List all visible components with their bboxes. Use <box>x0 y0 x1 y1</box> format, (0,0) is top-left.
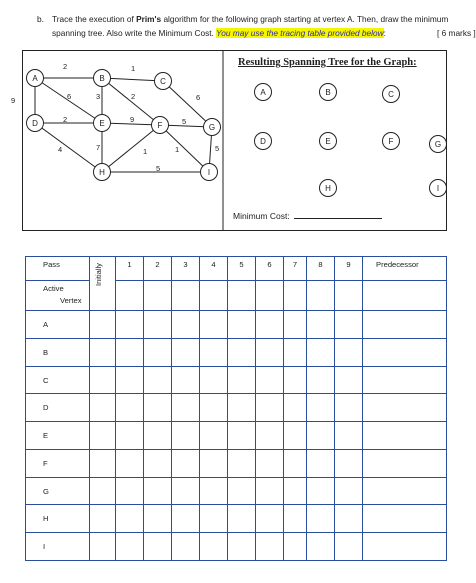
table-cell[interactable] <box>228 449 256 477</box>
table-cell[interactable] <box>116 505 144 533</box>
table-cell[interactable] <box>200 505 228 533</box>
pass-number: 3 <box>183 260 188 269</box>
table-cell[interactable] <box>228 311 256 339</box>
edge-F-H <box>102 125 160 172</box>
question-line-1 <box>52 12 448 26</box>
table-cell[interactable] <box>363 338 447 366</box>
table-cell[interactable] <box>228 422 256 450</box>
table-cell[interactable] <box>144 449 172 477</box>
table-row <box>26 394 447 422</box>
table-cell[interactable] <box>335 338 363 366</box>
edge-weight-G-I: 5 <box>215 144 220 153</box>
table-cell[interactable] <box>144 505 172 533</box>
pass-col-1 <box>116 257 144 281</box>
result-title: Resulting Spanning Tree for the Graph: <box>238 57 417 68</box>
edge-weight-A-E: 6 <box>67 92 72 101</box>
predecessor-header <box>363 257 447 281</box>
table-cell[interactable] <box>256 422 284 450</box>
table-cell[interactable] <box>284 338 307 366</box>
row-label-C <box>26 366 90 394</box>
row-label-A <box>26 311 90 339</box>
table-row <box>26 505 447 533</box>
row-vertex: B <box>43 347 49 357</box>
table-cell[interactable] <box>90 505 116 533</box>
table-cell[interactable] <box>172 281 200 311</box>
table-cell[interactable] <box>363 366 447 394</box>
edge-weight-F-I: 1 <box>175 145 180 154</box>
initially-header <box>90 257 116 311</box>
edge-weight-B-C: 1 <box>131 64 136 73</box>
table-cell[interactable] <box>116 394 144 422</box>
edge-weight-C-G: 6 <box>196 93 201 102</box>
pass-number: 8 <box>318 260 323 269</box>
table-cell[interactable] <box>363 422 447 450</box>
active-label: Active <box>43 284 64 293</box>
table-cell[interactable] <box>256 449 284 477</box>
table-cell[interactable] <box>307 394 335 422</box>
table-cell[interactable] <box>307 281 335 311</box>
table-cell[interactable] <box>172 338 200 366</box>
active-vertex-row <box>26 281 447 311</box>
row-label-E <box>26 422 90 450</box>
table-cell[interactable] <box>200 281 228 311</box>
row-vertex: D <box>43 403 49 413</box>
table-row <box>26 311 447 339</box>
table-cell[interactable] <box>228 366 256 394</box>
row-vertex: E <box>43 431 49 441</box>
node-label-B: B <box>99 74 105 83</box>
active-vertex-header <box>26 281 90 311</box>
table-cell[interactable] <box>256 281 284 311</box>
row-vertex: A <box>43 320 49 329</box>
table-cell[interactable] <box>307 533 335 561</box>
edge-F-I <box>160 125 209 172</box>
node-label-C: C <box>160 77 166 86</box>
table-cell[interactable] <box>144 366 172 394</box>
table-cell[interactable] <box>256 394 284 422</box>
edge-weight-D-E: 2 <box>63 115 68 124</box>
prims-bold: Prim's <box>136 14 162 24</box>
marks: [ 6 marks ] <box>437 28 476 38</box>
edge-weight-B-F: 2 <box>131 92 136 101</box>
table-cell[interactable] <box>200 366 228 394</box>
table-cell[interactable] <box>284 394 307 422</box>
table-cell[interactable] <box>335 422 363 450</box>
table-cell[interactable] <box>335 394 363 422</box>
table-cell[interactable] <box>284 449 307 477</box>
table-cell[interactable] <box>172 422 200 450</box>
table-cell[interactable] <box>307 338 335 366</box>
table-cell[interactable] <box>228 477 256 505</box>
edge-B-C <box>102 78 163 81</box>
result-node-label-E: E <box>325 137 331 146</box>
node-label-A: A <box>32 74 38 83</box>
row-vertex: I <box>43 542 46 552</box>
initially-label: Initially <box>94 263 103 286</box>
minimum-cost <box>233 211 382 221</box>
table-cell[interactable] <box>172 533 200 561</box>
row-label-H <box>26 505 90 533</box>
table-cell[interactable] <box>144 394 172 422</box>
table-cell[interactable] <box>335 505 363 533</box>
pass-header <box>26 257 90 281</box>
table-cell[interactable] <box>363 281 447 311</box>
table-row <box>26 422 447 450</box>
table-cell[interactable] <box>144 311 172 339</box>
table-cell[interactable] <box>116 338 144 366</box>
result-nodes <box>255 84 447 197</box>
table-header-row <box>26 257 447 281</box>
table-cell[interactable] <box>363 505 447 533</box>
table-cell[interactable] <box>144 281 172 311</box>
min-cost-blank[interactable] <box>294 218 382 219</box>
row-label-I <box>26 533 90 561</box>
min-cost-label: Minimum Cost: <box>233 211 290 221</box>
vertex-label: Vertex <box>60 296 82 305</box>
table-cell[interactable] <box>284 366 307 394</box>
line1-pre: Trace the execution of <box>52 14 137 24</box>
row-label-G <box>26 477 90 505</box>
edge-weight-B-E: 3 <box>96 92 101 101</box>
pass-col-2 <box>144 257 172 281</box>
result-node-label-B: B <box>325 88 331 97</box>
table-cell[interactable] <box>335 533 363 561</box>
pass-number: 5 <box>239 260 244 269</box>
question-line-2 <box>52 26 386 40</box>
table-cell[interactable] <box>307 477 335 505</box>
table-cell[interactable] <box>256 533 284 561</box>
tracing-table <box>25 256 447 561</box>
table-cell[interactable] <box>90 533 116 561</box>
pass-col-6 <box>256 257 284 281</box>
table-cell[interactable] <box>144 477 172 505</box>
edge-weight-E-F: 9 <box>130 115 135 124</box>
table-row <box>26 533 447 561</box>
table-cell[interactable] <box>172 449 200 477</box>
table-cell[interactable] <box>144 533 172 561</box>
pass-number: 4 <box>211 260 216 269</box>
line1-post: algorithm for the following graph starting at vertex A. Then, draw the minimum <box>161 14 449 24</box>
table-cell[interactable] <box>90 311 116 339</box>
table-cell[interactable] <box>284 505 307 533</box>
table-cell[interactable] <box>200 477 228 505</box>
result-node-label-G: G <box>434 140 442 149</box>
pass-number: 6 <box>267 260 272 269</box>
result-node-label-C: C <box>388 90 394 99</box>
edge-weight-A-D: 9 <box>11 96 16 105</box>
line2-pre: spanning tree. Also write the Minimum Cost. <box>52 28 217 38</box>
edge-weight-F-H: 1 <box>143 147 148 156</box>
edge-weight-H-I: 5 <box>156 164 161 173</box>
table-cell[interactable] <box>116 449 144 477</box>
row-vertex: F <box>43 458 48 468</box>
node-label-F: F <box>157 121 163 130</box>
table-cell[interactable] <box>200 311 228 339</box>
table-cell[interactable] <box>90 477 116 505</box>
graph-svg <box>11 51 446 230</box>
table-cell[interactable] <box>363 449 447 477</box>
pass-label: Pass <box>43 260 60 269</box>
line2-post: : <box>383 28 386 38</box>
predecessor-label: Predecessor <box>376 260 419 269</box>
table-cell[interactable] <box>200 533 228 561</box>
highlighted-instruction: You may use the tracing table provided below <box>216 28 384 38</box>
table-cell[interactable] <box>307 366 335 394</box>
table-cell[interactable] <box>172 366 200 394</box>
table-cell[interactable] <box>90 449 116 477</box>
table-cell[interactable] <box>116 311 144 339</box>
table-cell[interactable] <box>144 422 172 450</box>
table-cell[interactable] <box>172 394 200 422</box>
table-cell[interactable] <box>307 422 335 450</box>
table-cell[interactable] <box>116 422 144 450</box>
table-cell[interactable] <box>307 505 335 533</box>
result-node-label-I: I <box>436 184 440 193</box>
edge-D-H <box>35 123 102 172</box>
table-cell[interactable] <box>144 338 172 366</box>
pass-col-7 <box>284 257 307 281</box>
table-row <box>26 338 447 366</box>
table-cell[interactable] <box>363 394 447 422</box>
row-vertex: C <box>43 375 49 385</box>
row-label-B <box>26 338 90 366</box>
table-cell[interactable] <box>116 477 144 505</box>
table-cell[interactable] <box>363 311 447 339</box>
pass-col-4 <box>200 257 228 281</box>
node-label-H: H <box>99 168 105 177</box>
table-cell[interactable] <box>228 533 256 561</box>
table-cell[interactable] <box>307 449 335 477</box>
node-label-I: I <box>207 168 211 177</box>
pass-number: 7 <box>292 260 298 269</box>
edge-weight-F-G: 5 <box>182 117 187 126</box>
question-label: b. <box>37 14 44 24</box>
row-label-F <box>26 449 90 477</box>
table-cell[interactable] <box>172 311 200 339</box>
table-cell[interactable] <box>335 281 363 311</box>
pass-col-5 <box>228 257 256 281</box>
pass-number: 9 <box>346 260 351 269</box>
table-cell[interactable] <box>200 394 228 422</box>
table-cell[interactable] <box>256 311 284 339</box>
table-cell[interactable] <box>172 505 200 533</box>
table-cell[interactable] <box>228 281 256 311</box>
table-cell[interactable] <box>284 533 307 561</box>
table-cell[interactable] <box>90 366 116 394</box>
row-vertex: G <box>43 486 49 496</box>
pass-col-9 <box>335 257 363 281</box>
result-node-label-H: H <box>325 184 331 193</box>
table-cell[interactable] <box>335 366 363 394</box>
table-cell[interactable] <box>256 477 284 505</box>
edge-C-G <box>163 81 212 127</box>
table-cell[interactable] <box>284 477 307 505</box>
table-cell[interactable] <box>116 366 144 394</box>
node-label-E: E <box>99 119 105 128</box>
table-cell[interactable] <box>228 338 256 366</box>
table-cell[interactable] <box>335 477 363 505</box>
table-cell[interactable] <box>200 449 228 477</box>
graph-box <box>11 50 447 231</box>
table-cell[interactable] <box>228 505 256 533</box>
pass-number: 2 <box>155 260 160 269</box>
table-cell[interactable] <box>256 366 284 394</box>
table-cell[interactable] <box>256 338 284 366</box>
table-cell[interactable] <box>90 338 116 366</box>
row-label-D <box>26 394 90 422</box>
table-cell[interactable] <box>90 394 116 422</box>
table-cell[interactable] <box>116 281 144 311</box>
table-cell[interactable] <box>200 338 228 366</box>
edge-weight-A-B: 2 <box>63 62 68 71</box>
edge-weight-E-H: 7 <box>96 143 101 152</box>
table-cell[interactable] <box>200 422 228 450</box>
result-node-label-F: F <box>388 137 394 146</box>
node-label-D: D <box>32 119 38 128</box>
table-cell[interactable] <box>363 477 447 505</box>
table-cell[interactable] <box>284 281 307 311</box>
node-label-G: G <box>208 123 216 132</box>
table-row <box>26 366 447 394</box>
table-cell[interactable] <box>172 477 200 505</box>
table-cell[interactable] <box>256 505 284 533</box>
table-cell[interactable] <box>116 533 144 561</box>
pass-number: 1 <box>127 260 132 269</box>
input-graph <box>11 62 221 181</box>
result-node-label-D: D <box>260 137 266 146</box>
result-node-label-A: A <box>260 88 266 97</box>
table-row <box>26 449 447 477</box>
table-cell[interactable] <box>90 422 116 450</box>
pass-col-3 <box>172 257 200 281</box>
table-cell[interactable] <box>284 311 307 339</box>
table-cell[interactable] <box>307 311 335 339</box>
row-vertex: H <box>43 514 49 524</box>
table-row <box>26 477 447 505</box>
table-cell[interactable] <box>335 449 363 477</box>
table-cell[interactable] <box>363 533 447 561</box>
table-cell[interactable] <box>284 422 307 450</box>
edge-weight-D-H: 4 <box>58 145 63 154</box>
pass-col-8 <box>307 257 335 281</box>
table-cell[interactable] <box>228 394 256 422</box>
table-cell[interactable] <box>335 311 363 339</box>
